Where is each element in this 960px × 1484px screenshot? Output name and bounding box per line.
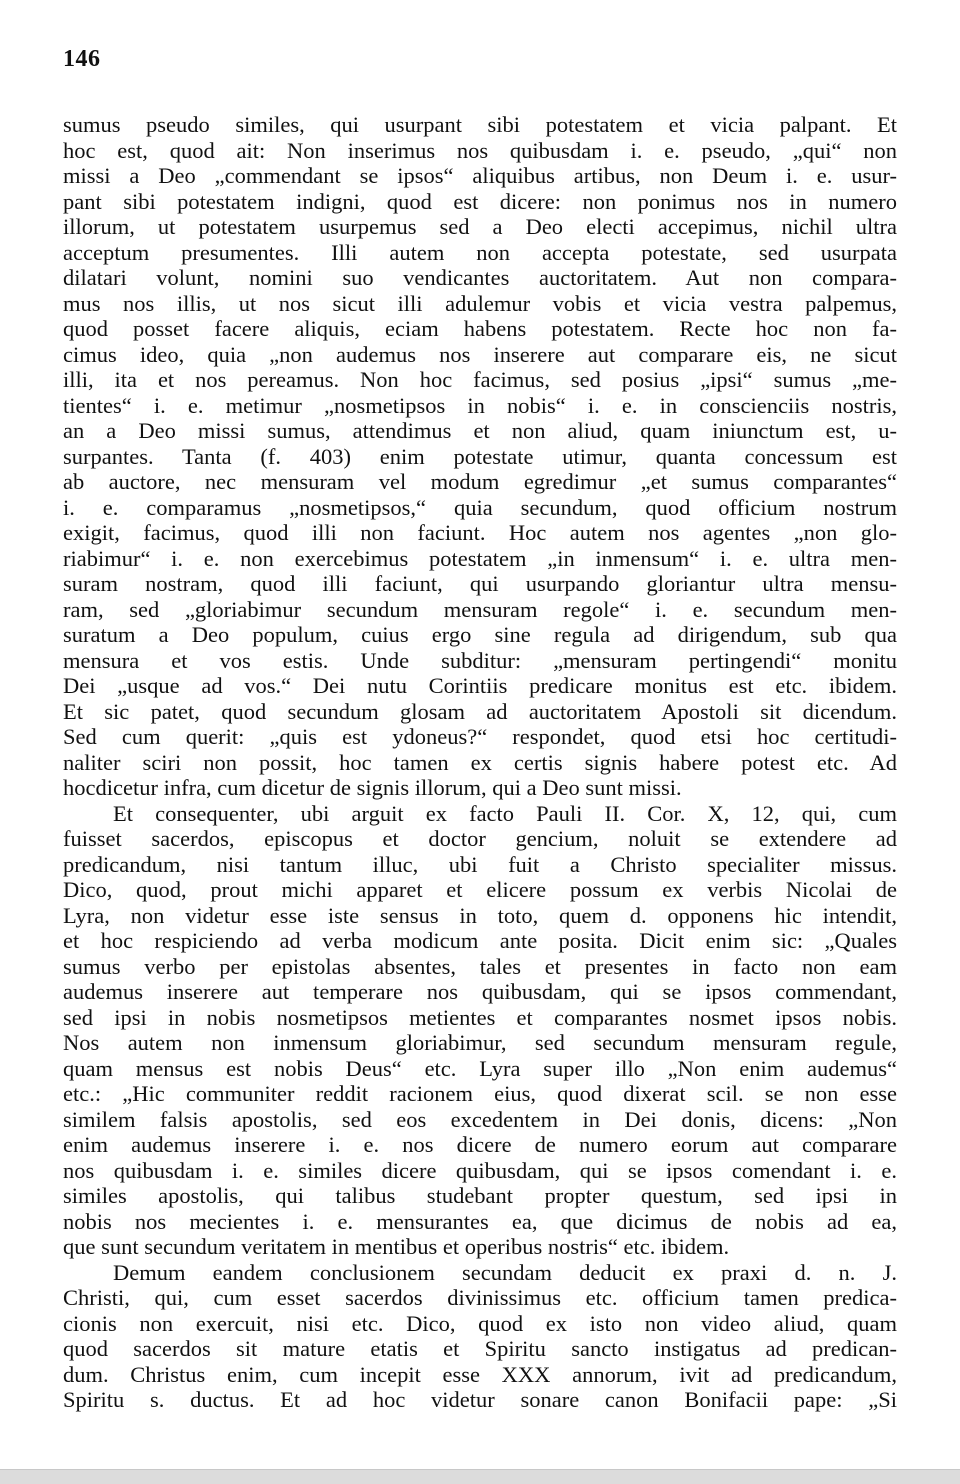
text-line: i. e. comparamus „nosmetipsos,“ quia secundum, quod officium nostrum bbox=[63, 494, 897, 520]
text-line: sed ipsi in nobis nosmetipsos metientes et comparantes nosmet ipsos nobis. bbox=[63, 1004, 897, 1030]
text-line: Lyra, non videtur esse iste sensus in toto, quem d. opponens hic intendit, bbox=[63, 902, 897, 928]
text-line: fuisset sacerdos, episcopus et doctor gencium, noluit se extendere ad bbox=[63, 826, 897, 851]
text-line: etc.: „Hic communiter reddit racionem eius, quod dixerat scil. se non esse bbox=[63, 1081, 897, 1106]
text-line: hoc est, quod ait: Non inserimus nos quibusdam i. e. pseudo, „qui“ non bbox=[63, 137, 897, 163]
text-line: naliter sciri non possit, hoc tamen ex certis signis habere potest etc. Ad bbox=[63, 749, 897, 775]
text-line: nos quibusdam i. e. similes dicere quibusdam, qui se ipsos comendant i. e. bbox=[63, 1157, 897, 1183]
text-line: sumus pseudo similes, qui usurpant sibi potestatem et vicia palpant. Et bbox=[63, 112, 897, 137]
scan-bottom-edge bbox=[0, 1469, 960, 1484]
text-line: surpantes. Tanta (f. 403) enim potestate utimur, quanta concessum est bbox=[63, 443, 897, 469]
text-line: Et sic patet, quod secundum glosam ad auctoritatem Apostoli sit dicendum. bbox=[63, 698, 897, 724]
text-line: dilatari volunt, nomini suo vendicantes auctoritatem. Aut non compara- bbox=[63, 265, 897, 290]
text-line: quam mensus est nobis Deus“ etc. Lyra super illo „Non enim audemus“ bbox=[63, 1055, 897, 1081]
text-line: audemus inserere aut temperare nos quibusdam, qui se ipsos commendant, bbox=[63, 979, 897, 1004]
text-line: enim audemus inserere i. e. nos dicere de numero eorum aut comparare bbox=[63, 1132, 897, 1157]
text-line: missi a Deo „commendant se ipsos“ aliquibus artibus, non Deum i. e. usur- bbox=[63, 163, 897, 188]
text-line: suratum a Deo populum, cuius ergo sine regula ad dirigendum, sub qua bbox=[63, 622, 897, 647]
text-line: Spiritu s. ductus. Et ad hoc videtur sonare canon Bonifacii pape: „Si bbox=[63, 1387, 897, 1412]
text-line: cionis non exercuit, nisi etc. Dico, quod ex isto non video aliud, quam bbox=[63, 1310, 897, 1336]
text-line: illorum, ut potestatem usurpemus sed a Deo electi accepimus, nichil ultra bbox=[63, 214, 897, 239]
text-line: Dei „usque ad vos.“ Dei nutu Corintiis predicare monitus est etc. ibidem. bbox=[63, 673, 897, 698]
text-line: tientes“ i. e. metimur „nosmetipsos in nobis“ i. e. in conscienciis nostris, bbox=[63, 392, 897, 418]
text-line: predicandum, nisi tantum illuc, ubi fuit a Christo specialiter missus. bbox=[63, 851, 897, 877]
text-line: Demum eandem conclusionem secundam deducit ex praxi d. n. J. bbox=[113, 1259, 897, 1285]
text-line: acceptum presumentes. Illi autem non accepta potestate, sed usurpata bbox=[63, 239, 897, 265]
text-line: quod posset facere aliquis, eciam habens potestatem. Recte hoc non fa- bbox=[63, 316, 897, 341]
text-line: riabimur“ i. e. non exercebimus potestatem „in inmensum“ i. e. ultra men- bbox=[63, 545, 897, 571]
text-line: Christi, qui, cum esset sacerdos divinissimus etc. officium tamen predica- bbox=[63, 1285, 897, 1310]
text-line: et hoc respiciendo ad verba modicum ante posita. Dicit enim sic: „Quales bbox=[63, 928, 897, 953]
text-line: quod sacerdos sit mature etatis et Spiritu sancto instigatus ad predican- bbox=[63, 1336, 897, 1361]
text-line: ram, sed „gloriabimur secundum mensuram regole“ i. e. secundum men- bbox=[63, 596, 897, 622]
text-line: Et consequenter, ubi arguit ex facto Pauli II. Cor. X, 12, qui, cum bbox=[113, 800, 897, 826]
text-line: mus nos illis, ut nos sicut illi adulemur vobis et vicia vestra palpemus, bbox=[63, 290, 897, 316]
text-line: suram nostram, quod illi faciunt, qui usurpando gloriantur ultra mensu- bbox=[63, 571, 897, 596]
text-line: similes apostolis, qui talibus studebant propter questum, sed ipsi in bbox=[63, 1183, 897, 1208]
text-line: sumus verbo per epistolas absentes, tales et presentes in facto non eam bbox=[63, 953, 897, 979]
body-text bbox=[63, 112, 897, 1413]
text-line: dum. Christus enim, cum incepit esse XXX annorum, ivit ad predicandum, bbox=[63, 1361, 897, 1387]
text-line: Dico, quod, prout michi apparet et elicere possum ex verbis Nicolai de bbox=[63, 877, 897, 902]
text-line: Sed cum querit: „quis est ydoneus?“ respondet, quod etsi hoc certitudi- bbox=[63, 724, 897, 749]
text-line: exigit, facimus, quod illi non faciunt. Hoc autem nos agentes „non glo- bbox=[63, 520, 897, 545]
text-line: mensura et vos estis. Unde subditur: „mensuram pertingendi“ monitu bbox=[63, 647, 897, 673]
text-line: pant sibi potestatem indigni, quod est dicere: non ponimus nos in numero bbox=[63, 188, 897, 214]
page-number: 146 bbox=[63, 46, 101, 72]
text-line: que sunt secundum veritatem in mentibus et operibus nostris“ etc. ibidem. bbox=[63, 1234, 730, 1259]
text-line: Nos autem non inmensum gloriabimur, sed secundum mensuram regule, bbox=[63, 1030, 897, 1055]
text-line: cimus ideo, quia „non audemus nos inserere aut comparare eis, ne sicut bbox=[63, 341, 897, 367]
text-line: illi, ita et nos pereamus. Non hoc facimus, sed posius „ipsi“ sumus „me- bbox=[63, 367, 897, 392]
text-line: nobis nos mecientes i. e. mensurantes ea, que dicimus de nobis ad ea, bbox=[63, 1208, 897, 1234]
text-line: ab auctore, nec mensuram vel modum egredimur „et sumus comparantes“ bbox=[63, 469, 897, 494]
text-line: hocdicetur infra, cum dicetur de signis illorum, qui a Deo sunt missi. bbox=[63, 775, 682, 800]
text-line: an a Deo missi sumus, attendimus et non aliud, quam iniunctum est, u- bbox=[63, 418, 897, 443]
text-line: similem falsis apostolis, sed eos excedentem in Dei donis, dicens: „Non bbox=[63, 1106, 897, 1132]
